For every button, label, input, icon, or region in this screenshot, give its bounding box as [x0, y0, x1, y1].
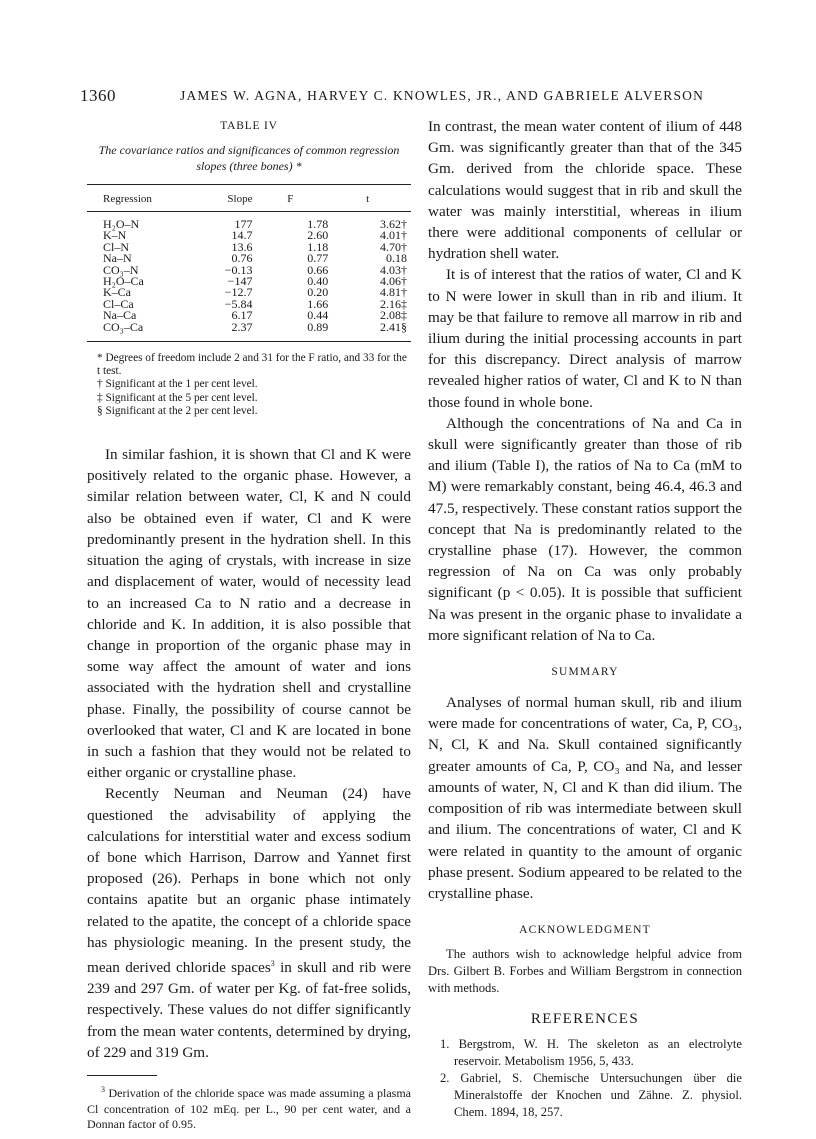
- table-cell: K–N: [103, 228, 127, 243]
- summary-paragraph: Analyses of normal human skull, rib and ilium were made for concentrations of water, Ca, P, CO₃, N, Cl, K and Na. Skull contained significantly greater amounts of Ca, P, CO₃ and Na, and lesser amounts of water, N, Cl and K than did ilium. The composition of rib was intermediate between skull and ilium. The concentrations of water, Cl and K were related in quantity to the amount of organic phase present. Sodium appeared to be related to the crystalline phase.: [428, 694, 742, 902]
- table-cell: H₂O–Ca: [103, 274, 144, 289]
- covariance-table-body: [87, 219, 411, 333]
- table-footnote: ‡ Significant at the 5 per cent level.: [97, 391, 258, 404]
- table-cell: 2.16‡: [380, 296, 407, 311]
- table-cell: 0.44: [307, 308, 329, 323]
- footnote-marker: 3: [270, 958, 275, 968]
- table-cell: −12.7: [224, 285, 253, 300]
- table-cell: CO₃–Ca: [103, 319, 144, 334]
- table-cell: CO₃–N: [103, 262, 139, 277]
- table-cell: −5.84: [224, 296, 253, 311]
- references-list: [428, 1036, 742, 1121]
- paragraph: [87, 783, 411, 1063]
- table-header-row: [87, 185, 411, 211]
- table-cell: 4.03†: [380, 262, 407, 277]
- table-cell: −147: [227, 274, 253, 289]
- table-cell: 0.18: [386, 251, 407, 266]
- acknowledgment-heading: ACKNOWLEDGMENT: [519, 924, 651, 937]
- covariance-table: [87, 185, 411, 211]
- paragraph-text: Recently Neuman and Neuman (24) have questioned the advisability of applying the calculations for interstitial water and excess sodium of bone which Harrison, Darrow and Yannet first proposed (26). Perhaps in bone which not only contains apatite but an organic phase intimately related to the apatite, the concept of a chloride space has physiologic meaning. In the present study, the mean derived chloride spaces: [87, 785, 411, 977]
- table-cell: 1.18: [307, 239, 329, 254]
- table-cell: K–Ca: [103, 285, 131, 300]
- table-cell: 14.7: [231, 228, 253, 243]
- acknowledgment-text: The authors wish to acknowledge helpful advice from Drs. Gilbert B. Forbes and William Bergstrom in connection with methods.: [428, 947, 742, 996]
- paragraph: It is of interest that the ratios of water, Cl and K to N were lower in skull than in rib and ilium. It may be that failure to remove all marrow in rib and ilium during the initial processing accounts in part for this discrepancy. Direct analysis of marrow revealed higher ratios of water, Cl and K to N than those found in whole bone.: [428, 266, 742, 411]
- summary-heading: SUMMARY: [551, 666, 619, 679]
- header-f: F: [287, 193, 294, 205]
- table-footnotes: [87, 352, 411, 418]
- left-column: [87, 116, 411, 1133]
- header-slope: Slope: [227, 193, 253, 205]
- table-cell: H₂O–N: [103, 217, 140, 231]
- paragraph: In contrast, the mean water content of ilium of 448 Gm. was significantly greater than that of the 345 Gm. derived from the chloride space. These calculations would suggest that in rib and skull the water was mainly interstitial, whereas in ilium there were additional components of cellular or hydration shell water.: [428, 118, 742, 263]
- page-number: 1360: [80, 86, 116, 105]
- table-title: TABLE IV: [220, 120, 278, 132]
- footnote-text: Derivation of the chloride space was made assuming a plasma Cl concentration of 102 mEq. per L., 90 per cent water, and a Donnan factor of 0.95.: [87, 1086, 411, 1132]
- table-cell: Cl–N: [103, 239, 130, 254]
- running-head-authors: JAMES W. AGNA, HARVEY C. KNOWLES, JR., AND GABRIELE ALVERSON: [180, 88, 705, 103]
- table-footnote: § Significant at the 2 per cent level.: [97, 404, 258, 417]
- table-cell: 4.01†: [380, 228, 407, 243]
- reference-item: 1. Bergstrom, W. H. The skeleton as an electrolyte reservoir. Metabolism 1956, 5, 433.: [440, 1037, 742, 1069]
- paragraph: Although the concentrations of Na and Ca in skull were significantly greater than those of rib and ilium (Table I), the ratios of Na to Ca (mM to M) were remarkably constant, being 46.4, 46.3 and 47.5, respectively. These constant ratios support the concept that Na is predominantly related to the crystalline phase (17). However, the common regression of Na on Ca was only probably significant (p < 0.05). It is possible that sufficient Na was present in the organic phase to invalidate a more significant relation of Na to Ca.: [428, 414, 742, 644]
- table-cell: Cl–Ca: [103, 296, 134, 311]
- table-cell: 0.77: [307, 251, 329, 266]
- table-caption: The covariance ratios and significances of common regression slopes (three bones) *: [98, 143, 400, 173]
- table-cell: 177: [234, 217, 253, 231]
- page-footnote: [87, 1082, 411, 1133]
- table-cell: 13.6: [231, 239, 253, 254]
- table-cell: 4.06†: [380, 274, 407, 289]
- table-cell: 0.89: [307, 319, 329, 334]
- table-cell: 0.76: [231, 251, 253, 266]
- page-header: [0, 86, 816, 110]
- right-column: [428, 116, 742, 1121]
- table-cell: 4.81†: [380, 285, 407, 300]
- header-t: t: [366, 193, 370, 205]
- table-cell: 6.17: [231, 308, 253, 323]
- table-cell: 0.20: [307, 285, 329, 300]
- table-cell: 1.78: [307, 217, 329, 231]
- references-heading: REFERENCES: [530, 1011, 640, 1028]
- table-cell: 2.60: [307, 228, 329, 243]
- table-cell: −0.13: [224, 262, 253, 277]
- table-cell: 0.66: [307, 262, 329, 277]
- table-cell: 2.41§: [380, 319, 407, 334]
- reference-item: 2. Gabriel, S. Chemische Untersuchungen über die Mineralstoffe der Knochen und Zähne. Z. physiol. Chem. 1894, 18, 257.: [440, 1071, 742, 1120]
- footnote-number: 3: [101, 1085, 105, 1095]
- table-row: [87, 322, 411, 333]
- paragraph-text: in skull and rib were 239 and 297 Gm. of water per Kg. of fat-free solids, respectively. These values do not differ significantly from the mean water contents, determined by drying, of 229 and 319 Gm.: [87, 959, 411, 1061]
- table-cell: 0.40: [307, 274, 329, 289]
- table-cell: Na–Ca: [103, 308, 137, 323]
- paragraph: In similar fashion, it is shown that Cl and K were positively related to the organic phase. However, a similar relation between water, Cl, K and N could also be obtained even if water, Cl and K were predominantly present in the hydration shell. In this situation the aging of crystals, with increase in size and displacement of water, would of necessity lead to an increased Ca to N ratio and a decrease in chloride and K. In addition, it is also possible that change in proportion of the organic phase may in some way affect the amount of water and ions associated with the hydration shell and crystalline phase. Finally, the possibility of course cannot be overlooked that water, Cl and K are located in bone in such a fashion that they would not be related to either organic or crystalline phase.: [87, 446, 411, 782]
- table-cell: Na–N: [103, 251, 132, 266]
- header-regression: Regression: [103, 193, 152, 205]
- table-footnote: * Degrees of freedom include 2 and 31 for the F ratio, and 33 for the t test.: [97, 352, 407, 378]
- table-cell: 4.70†: [380, 239, 407, 254]
- table-cell: 3.62†: [380, 217, 407, 231]
- table-footnote: † Significant at the 1 per cent level.: [97, 378, 258, 391]
- table-cell: 2.37: [231, 319, 253, 334]
- table-cell: 2.08‡: [380, 308, 407, 323]
- table-cell: 1.66: [307, 296, 329, 311]
